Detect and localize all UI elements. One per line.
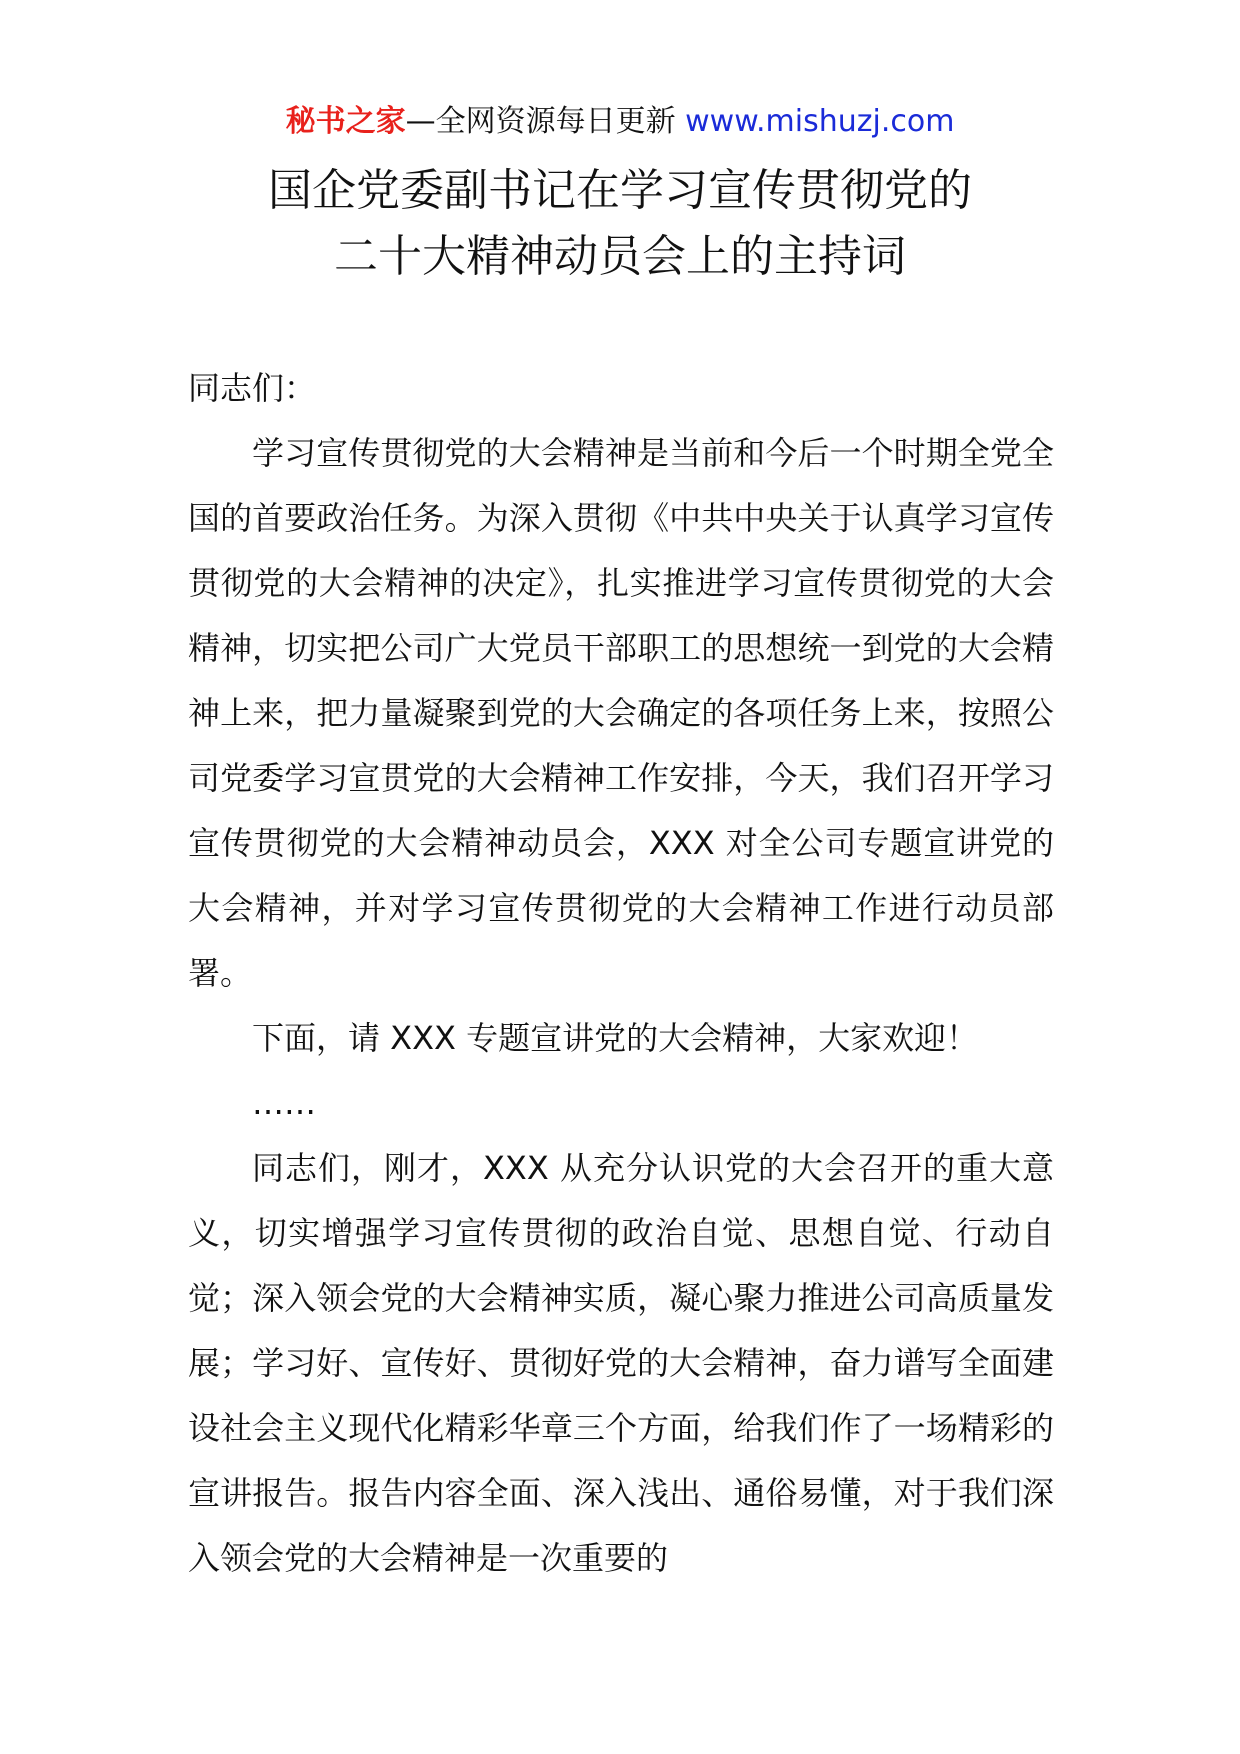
document-title-line-1: 国企党委副书记在学习宣传贯彻党的: [268, 165, 972, 216]
document-body: [188, 356, 1054, 1591]
document-title-line-2: 二十大精神动员会上的主持词: [334, 231, 906, 282]
document-title: [0, 158, 1240, 290]
site-url-link[interactable]: www.mishuzj.com: [685, 104, 955, 139]
ellipsis-paragraph: ……: [252, 1084, 316, 1122]
site-header: [0, 100, 1240, 144]
brand-name: 秘书之家: [285, 104, 406, 139]
header-tagline: —全网资源每日更新: [405, 104, 686, 139]
salutation: 同志们：: [188, 369, 317, 407]
body-paragraph-1: 学习宣传贯彻党的大会精神是当前和今后一个时期全党全国的首要政治任务。为深入贯彻《中共中央关于认真学习宣传贯彻党的大会精神的决定》，扎实推进学习宣传贯彻党的大会精神，切实把公司广大党员干部职工的思想统一到党的大会精神上来，把力量凝聚到党的大会确定的各项任务上来，按照公司党委学习宣贯党的大会精神工作安排，今天，我们召开学习宣传贯彻党的大会精神动员会，XXX 对全公司专题宣讲党的大会精神，并对学习宣传贯彻党的大会精神工作进行动员部署。: [188, 434, 1054, 992]
body-paragraph-3: 同志们，刚才，XXX 从充分认识党的大会召开的重大意义，切实增强学习宣传贯彻的政治自觉、思想自觉、行动自觉；深入领会党的大会精神实质，凝心聚力推进公司高质量发展；学习好、宣传好、贯彻好党的大会精神，奋力谱写全面建设社会主义现代化精彩华章三个方面，给我们作了一场精彩的宣讲报告。报告内容全面、深入浅出、通俗易懂，对于我们深入领会党的大会精神是一次重要的: [188, 1149, 1054, 1577]
body-paragraph-2: 下面，请 XXX 专题宣讲党的大会精神，大家欢迎！: [252, 1019, 979, 1057]
